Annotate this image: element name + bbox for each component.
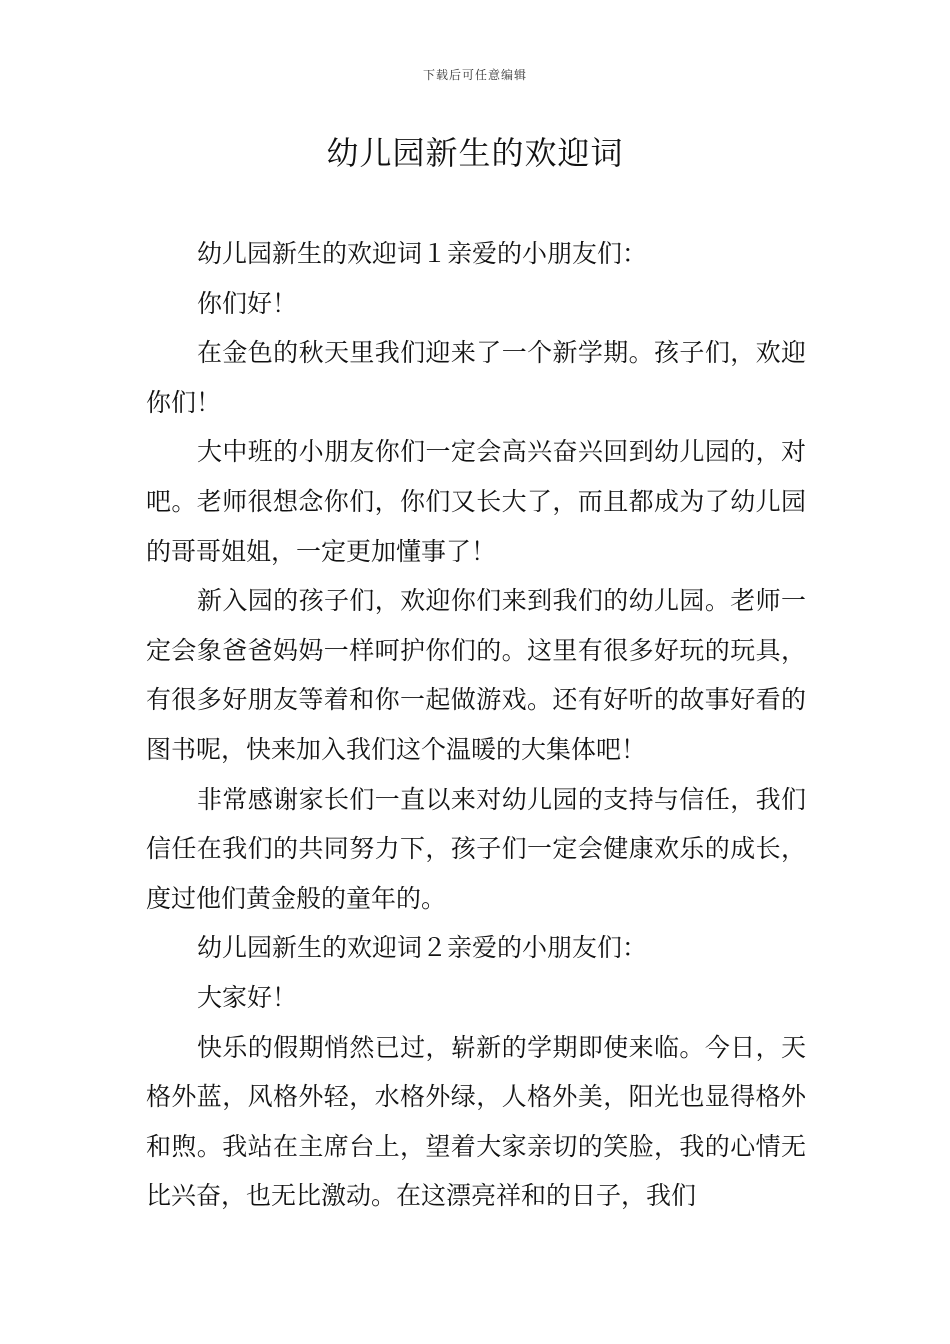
paragraph-thanks-parents: 非常感谢家长们一直以来对幼儿园的支持与信任，我们信任在我们的共同努力下，孩子们一定会健康欢乐的成长，度过他们黄金般的童年的。 <box>146 784 806 913</box>
paragraph-returning-children: 大中班的小朋友你们一定会高兴奋兴回到幼儿园的，对吧。老师很想念你们，你们又长大了，而且都成为了幼儿园的哥哥姐姐，一定更加懂事了！ <box>146 437 806 566</box>
paragraph-greeting-2: 幼儿园新生的欢迎词２亲爱的小朋友们： <box>197 933 648 963</box>
paragraph-new-semester: 在金色的秋天里我们迎来了一个新学期。孩子们，欢迎你们！ <box>146 338 806 417</box>
paragraph-happy-holiday: 快乐的假期悄然已过，崭新的学期即使来临。今日，天格外蓝，风格外轻，水格外绿，人格外美，阳光也显得格外和煦。我站在主席台上，望着大家亲切的笑脸，我的心情无比兴奋，也无比激动。在这漂亮祥和的日子，我们 <box>146 1032 806 1211</box>
document-title: 幼儿园新生的欢迎词 <box>326 134 624 172</box>
header-note: 下载后可任意编辑 <box>422 68 527 82</box>
paragraph-hello-1: 你们好！ <box>197 288 298 318</box>
paragraph-hello-2: 大家好！ <box>197 982 298 1012</box>
document-body <box>146 229 806 1221</box>
paragraph-new-children: 新入园的孩子们，欢迎你们来到我们的幼儿园。老师一定会象爸爸妈妈一样呵护你们的。这里有很多好玩的玩具，有很多好朋友等着和你一起做游戏。还有好听的故事好看的图书呢，快来加入我们这个温暖的大集体吧！ <box>146 586 806 764</box>
paragraph-greeting-1: 幼儿园新生的欢迎词１亲爱的小朋友们： <box>197 239 648 268</box>
